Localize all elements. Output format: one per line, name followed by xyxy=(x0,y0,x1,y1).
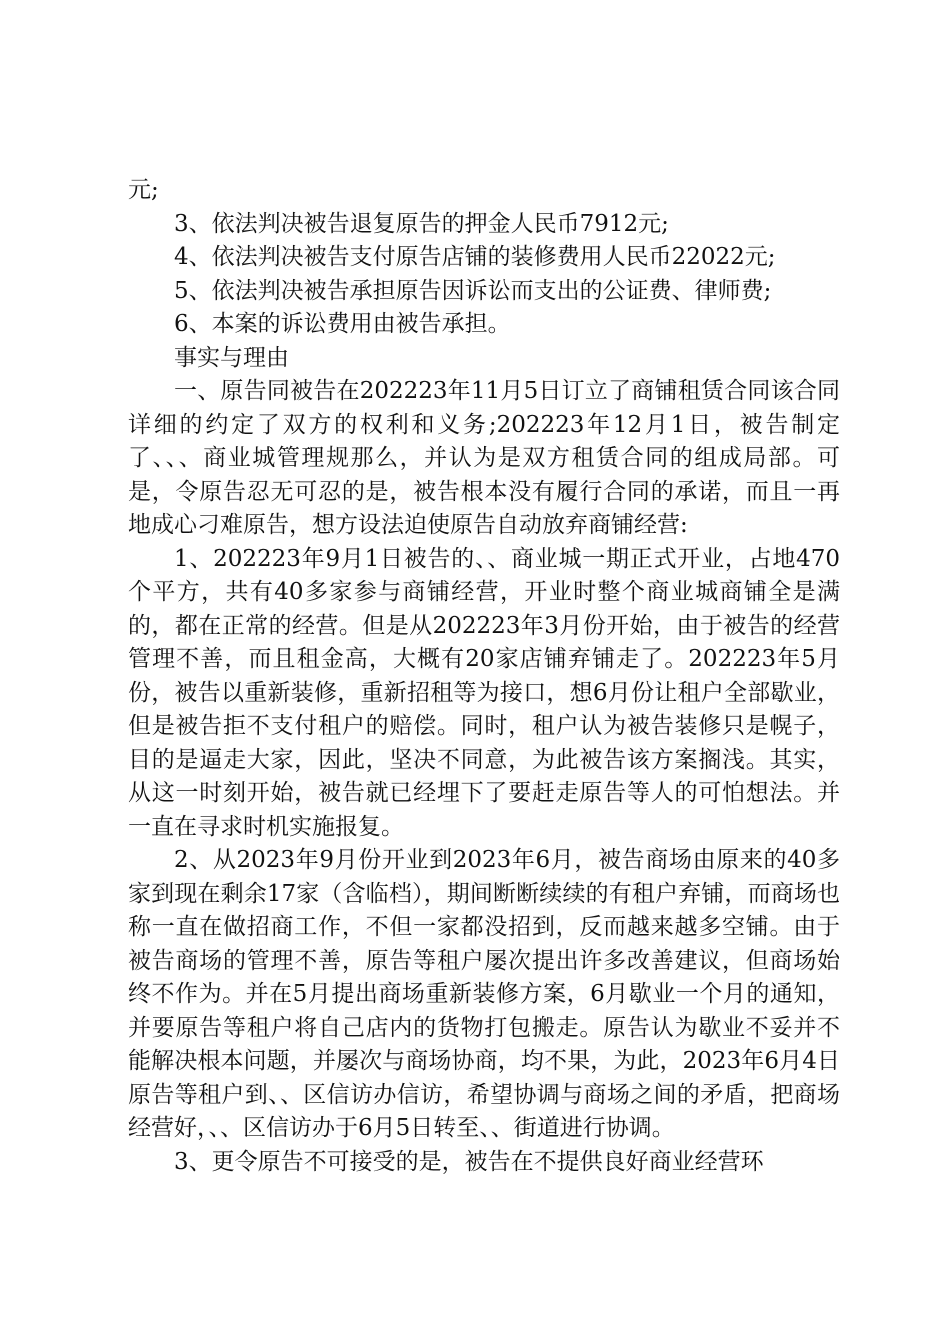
paragraph-fact-1-2: 2、从2023年9月份开业到2023年6月，被告商场由原来的40多家到现在剩余17家（含临档），期间断断续续的有租户弃铺，而商场也称一直在做招商工作，不但一家都没招到，反而越来越多空铺。由于被告商场的管理不善，原告等租户屡次提出许多改善建议，但商场始终不作为。并在5月提出商场重新装修方案，6月歇业一个月的通知，并要原告等租户将自己店内的货物打包搬走。原告认为歇业不妥并不能解决根本问题，并屡次与商场协商，均不果，为此，2023年6月4日原告等租户到、、区信访办信访，希望协调与商场之间的矛盾，把商场经营好，、、区信访办于6月5日转至、、街道进行协调。 xyxy=(128,847,840,1141)
paragraph-claim-4: 4、依法判决被告支付原告店铺的装修费用人民币22022元; xyxy=(174,244,776,270)
paragraph-fact-1: 一、原告同被告在202223年11月5日订立了商铺租赁合同该合同详细的约定了双方的权利和义务;202223年12月1日，被告制定了、、、商业城管理规那么，并认为是双方租赁合同的组成局部。可是，令原告忍无可忍的是，被告根本没有履行合同的承诺，而且一再地成心刁难原告，想方设法迫使原告自动放弃商铺经营: xyxy=(128,378,840,538)
section-heading-facts: 事实与理由 xyxy=(174,344,289,371)
paragraph-claim-5: 5、依法判决被告承担原告因诉讼而支出的公证费、律师费; xyxy=(174,277,772,304)
paragraph-fact-1-3: 3、更令原告不可接受的是，被告在不提供良好商业经营环 xyxy=(174,1148,764,1175)
paragraph-claim-6: 6、本案的诉讼费用由被告承担。 xyxy=(174,311,511,337)
paragraph-continuation: 元; xyxy=(128,177,159,203)
document-body xyxy=(128,174,840,1179)
paragraph-claim-3: 3、依法判决被告退复原告的押金人民币7912元; xyxy=(174,210,669,237)
paragraph-fact-1-1: 1、202223年9月1日被告的、、商业城一期正式开业，占地470个平方，共有40多家参与商铺经营，开业时整个商业城商铺全是满的，都在正常的经营。但是从202223年3月份开始，由于被告的经营管理不善，而且租金高，大概有20家店铺弃铺走了。202223年5月份，被告以重新装修，重新招租等为接口，想6月份让租户全部歇业，但是被告拒不支付租户的赔偿。同时，租户认为被告装修只是幌子，目的是逼走大家，因此，坚决不同意，为此被告该方案搁浅。其实，从这一时刻开始，被告就已经埋下了要赶走原告等人的可怕想法。并一直在寻求时机实施报复。 xyxy=(128,545,840,840)
